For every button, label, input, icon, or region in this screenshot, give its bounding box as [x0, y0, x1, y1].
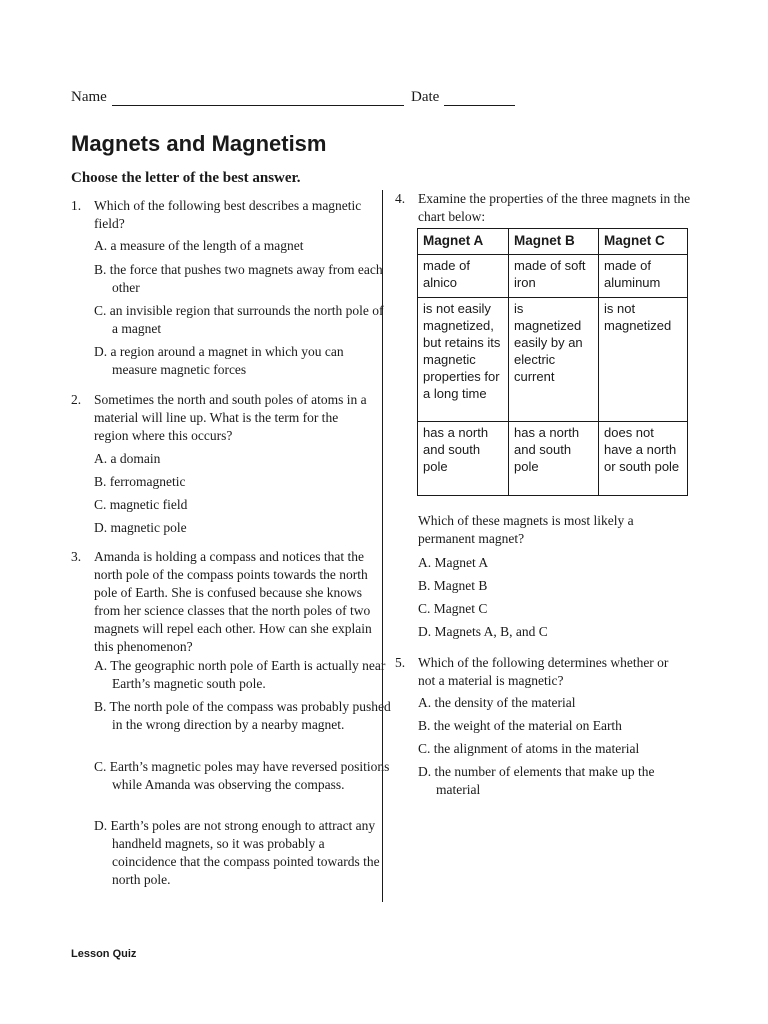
column-header: Magnet B [509, 229, 599, 255]
table-row [418, 422, 688, 496]
question-text: Which of the following determines whether or not a material is magnetic? [418, 655, 669, 688]
question-text: Amanda is holding a compass and notices that the north pole of the compass points towards the north pole of Earth. She is confused because she knows from her science classes that the north poles of two magnets will repel each other. How can she explain this phenomenon? [94, 549, 372, 654]
date-blank-line[interactable] [444, 105, 515, 106]
table-cell: is not easily magnetized, but retains its magnetic properties for a long time [418, 298, 509, 422]
date-label: Date [411, 89, 440, 105]
instructions: Choose the letter of the best answer. [71, 170, 301, 186]
question-number: 2. [71, 392, 82, 407]
question-number: 1. [71, 198, 82, 213]
table-cell: does not have a north or south pole [599, 422, 688, 496]
table-row [418, 255, 688, 298]
table-cell: has a north and south pole [509, 422, 599, 496]
answer-option[interactable]: A. Magnet A [418, 555, 489, 570]
question-number: 5. [395, 655, 406, 670]
name-blank-line[interactable] [112, 105, 404, 106]
answer-option[interactable]: B. the weight of the material on Earth [418, 718, 622, 733]
answer-option[interactable]: C. the alignment of atoms in the material [418, 741, 640, 756]
table-header-row [418, 229, 688, 255]
column-header: Magnet C [599, 229, 688, 255]
name-label: Name [71, 89, 107, 105]
answer-option[interactable]: D. magnetic pole [94, 520, 187, 535]
answer-option[interactable]: D. a region around a magnet in which you can measure magnetic forces [94, 344, 344, 377]
table-cell: made of soft iron [509, 255, 599, 298]
magnet-properties-table [417, 228, 688, 496]
answer-option[interactable]: D. Magnets A, B, and C [418, 624, 548, 639]
answer-option[interactable]: C. Earth’s magnetic poles may have reversed positions while Amanda was observing the compass. [94, 759, 390, 792]
question-followup: Which of these magnets is most likely a permanent magnet? [418, 513, 634, 546]
answer-option[interactable]: D. the number of elements that make up the material [418, 764, 655, 797]
footer-label: Lesson Quiz [71, 948, 137, 960]
table-cell: made of aluminum [599, 255, 688, 298]
question-text: Sometimes the north and south poles of atoms in a material will line up. What is the term for the region where this occurs? [94, 392, 367, 443]
answer-option[interactable]: C. magnetic field [94, 497, 188, 512]
question-number: 4. [395, 191, 406, 206]
answer-option[interactable]: A. a measure of the length of a magnet [94, 238, 304, 253]
question-number: 3. [71, 549, 82, 564]
table-cell: made of alnico [418, 255, 509, 298]
question-text: Examine the properties of the three magnets in the chart below: [418, 191, 691, 224]
answer-option[interactable]: A. The geographic north pole of Earth is actually near Earth’s magnetic south pole. [94, 658, 386, 691]
answer-option[interactable]: B. Magnet B [418, 578, 488, 593]
answer-option[interactable]: B. ferromagnetic [94, 474, 186, 489]
answer-option[interactable]: A. the density of the material [418, 695, 576, 710]
answer-option[interactable]: D. Earth’s poles are not strong enough to attract any handheld magnets, so it was probably a coincidence that the compass pointed towards the north pole. [94, 818, 380, 887]
page-title: Magnets and Magnetism [71, 131, 327, 156]
answer-option[interactable]: A. a domain [94, 451, 161, 466]
table-cell: is not magnetized [599, 298, 688, 422]
table-cell: is magnetized easily by an electric current [509, 298, 599, 422]
answer-option[interactable]: B. the force that pushes two magnets away from each other [94, 262, 383, 295]
answer-option[interactable]: B. The north pole of the compass was probably pushed in the wrong direction by a nearby magnet. [94, 699, 391, 732]
answer-option[interactable]: C. an invisible region that surrounds the north pole of a magnet [94, 303, 384, 336]
answer-option[interactable]: C. Magnet C [418, 601, 488, 616]
column-header: Magnet A [418, 229, 509, 255]
question-text: Which of the following best describes a magnetic field? [94, 198, 362, 231]
table-cell: has a north and south pole [418, 422, 509, 496]
table-row [418, 298, 688, 422]
